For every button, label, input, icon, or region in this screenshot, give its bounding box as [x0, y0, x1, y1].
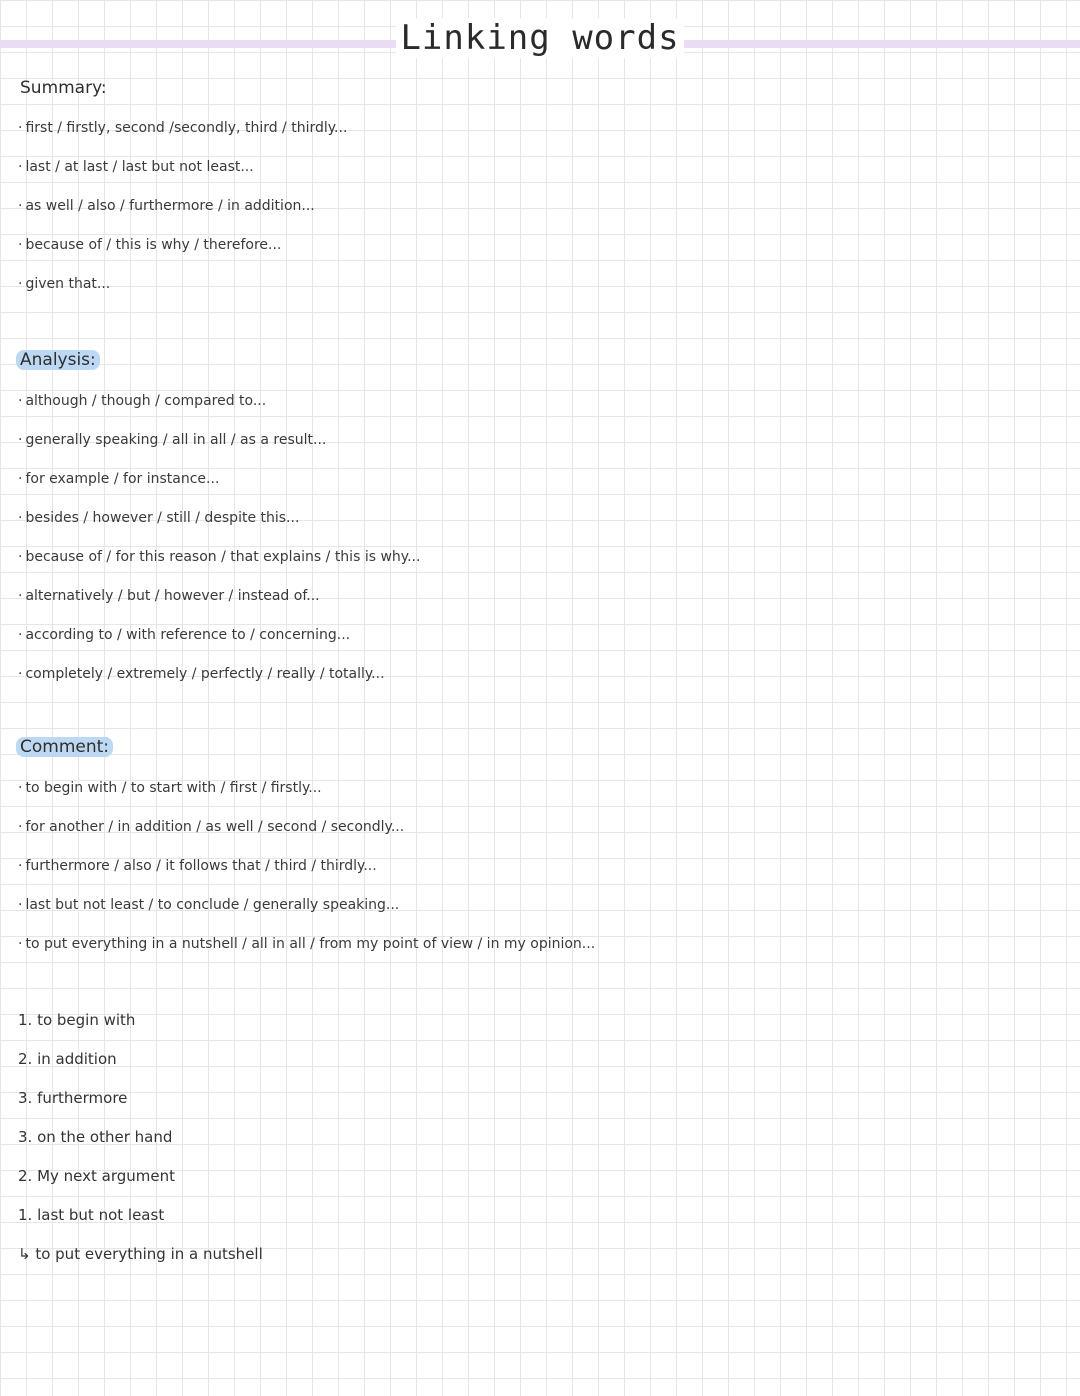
analysis-item: · besides / however / still / despite this... — [18, 510, 300, 526]
numbered-item: 3. on the other hand — [18, 1128, 173, 1146]
comment-heading: Comment: — [16, 737, 113, 757]
analysis-item: · alternatively / but / however / instead of... — [18, 588, 320, 604]
comment-item: · for another / in addition / as well / second / secondly... — [18, 819, 405, 835]
summary-item: · as well / also / furthermore / in addition... — [18, 198, 315, 214]
numbered-item: 2. in addition — [18, 1050, 117, 1068]
analysis-item: · completely / extremely / perfectly / really / totally... — [18, 666, 385, 682]
numbered-item: 3. furthermore — [18, 1089, 128, 1107]
comment-item: · last but not least / to conclude / generally speaking... — [18, 897, 400, 913]
page-title-text: Linking words — [396, 18, 683, 58]
analysis-item: · generally speaking / all in all / as a result... — [18, 432, 327, 448]
summary-item: · first / firstly, second /secondly, third / thirdly... — [18, 120, 348, 136]
page-title — [0, 18, 1080, 58]
comment-item: · furthermore / also / it follows that / third / thirdly... — [18, 858, 377, 874]
numbered-item: ↳ to put everything in a nutshell — [18, 1245, 263, 1263]
analysis-item: · for example / for instance... — [18, 471, 220, 487]
numbered-item: 1. to begin with — [18, 1011, 136, 1029]
comment-item: · to begin with / to start with / first / firstly... — [18, 780, 322, 796]
comment-item: · to put everything in a nutshell / all in all / from my point of view / in my opinion... — [18, 936, 596, 952]
summary-heading: Summary: — [20, 78, 107, 98]
numbered-item: 1. last but not least — [18, 1206, 165, 1224]
analysis-item: · according to / with reference to / concerning... — [18, 627, 351, 643]
analysis-item: · because of / for this reason / that explains / this is why... — [18, 549, 421, 565]
analysis-heading: Analysis: — [16, 350, 100, 370]
summary-item: · given that... — [18, 276, 111, 292]
numbered-item: 2. My next argument — [18, 1167, 176, 1185]
summary-item: · last / at last / last but not least... — [18, 159, 254, 175]
summary-item: · because of / this is why / therefore... — [18, 237, 282, 253]
analysis-item: · although / though / compared to... — [18, 393, 267, 409]
